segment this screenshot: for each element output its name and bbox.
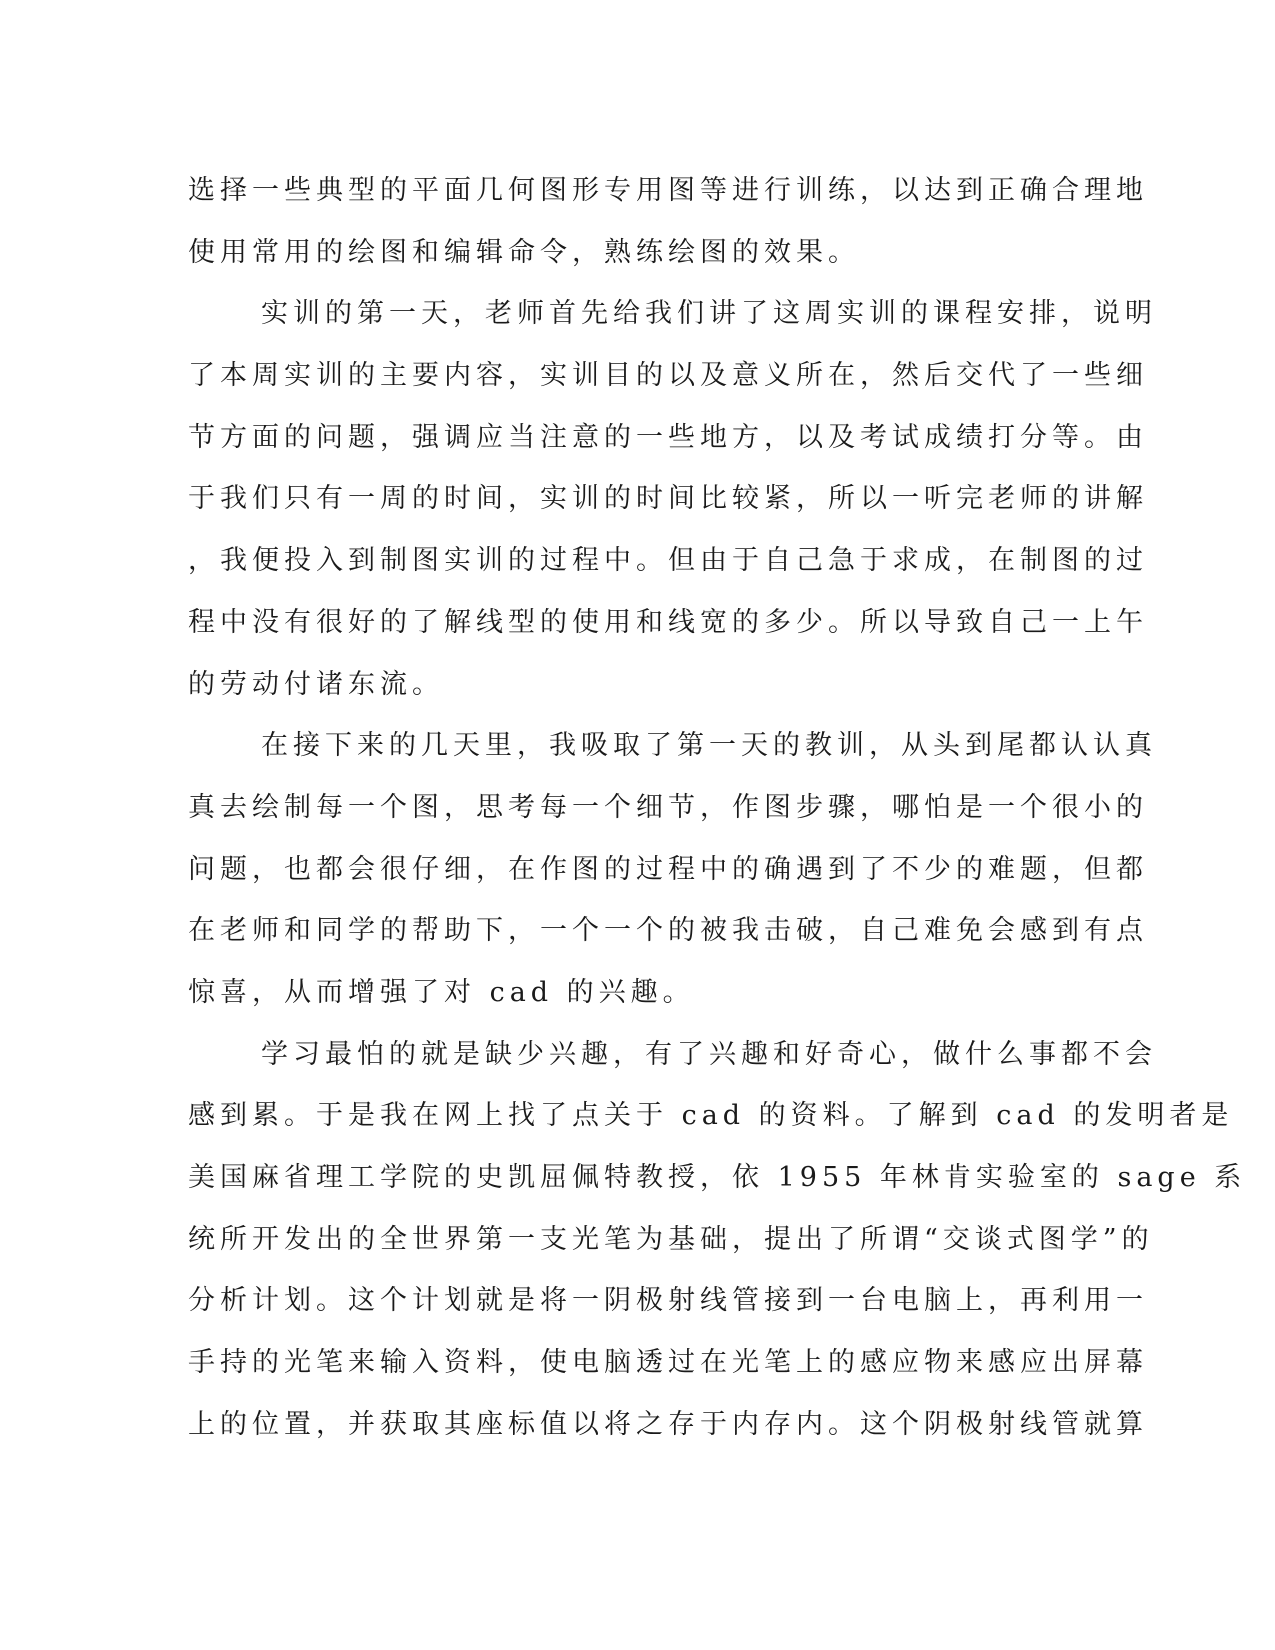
text-line: 感到累。于是我在网上找了点关于 cad 的资料。了解到 cad 的发明者是	[188, 1100, 1234, 1132]
text-line: 在老师和同学的帮助下，一个一个的被我击破，自己难免会感到有点	[188, 915, 1148, 947]
text-line: 分析计划。这个计划就是将一阴极射线管接到一台电脑上，再利用一	[188, 1285, 1148, 1317]
text-line: 节方面的问题，强调应当注意的一些地方，以及考试成绩打分等。由	[188, 421, 1148, 453]
text-line: 手持的光笔来输入资料，使电脑透过在光笔上的感应物来感应出屏幕	[188, 1347, 1148, 1379]
text-line: 统所开发出的全世界第一支光笔为基础，提出了所谓“交谈式图学”的	[188, 1223, 1154, 1255]
paragraph-first-line: 在接下来的几天里，我吸取了第一天的教训，从头到尾都认认真	[261, 730, 1157, 762]
text-line: 上的位置，并获取其座标值以将之存于内存内。这个阴极射线管就算	[188, 1408, 1148, 1440]
text-line: 问题，也都会很仔细，在作图的过程中的确遇到了不少的难题，但都	[188, 853, 1148, 885]
paragraph-first-line: 实训的第一天，老师首先给我们讲了这周实训的课程安排，说明	[261, 298, 1157, 330]
text-line: 了本周实训的主要内容，实训目的以及意义所在，然后交代了一些细	[188, 360, 1148, 392]
text-line: 的劳动付诸东流。	[188, 668, 444, 700]
document-body	[188, 160, 1247, 1455]
text-line: ，我便投入到制图实训的过程中。但由于自己急于求成，在制图的过	[188, 545, 1148, 577]
text-line: 于我们只有一周的时间，实训的时间比较紧，所以一听完老师的讲解	[188, 483, 1148, 515]
text-line: 真去绘制每一个图，思考每一个细节，作图步骤，哪怕是一个很小的	[188, 791, 1148, 823]
text-line: 惊喜，从而增强了对 cad 的兴趣。	[188, 976, 695, 1008]
text-line: 选择一些典型的平面几何图形专用图等进行训练，以达到正确合理地	[188, 175, 1148, 206]
text-line: 美国麻省理工学院的史凯屈佩特教授，依 1955 年林肯实验室的 sage 系	[188, 1162, 1247, 1193]
text-line: 使用常用的绘图和编辑命令，熟练绘图的效果。	[188, 236, 860, 268]
paragraph-first-line: 学习最怕的就是缺少兴趣，有了兴趣和好奇心，做什么事都不会	[261, 1038, 1157, 1070]
text-line: 程中没有很好的了解线型的使用和线宽的多少。所以导致自己一上午	[188, 606, 1148, 638]
